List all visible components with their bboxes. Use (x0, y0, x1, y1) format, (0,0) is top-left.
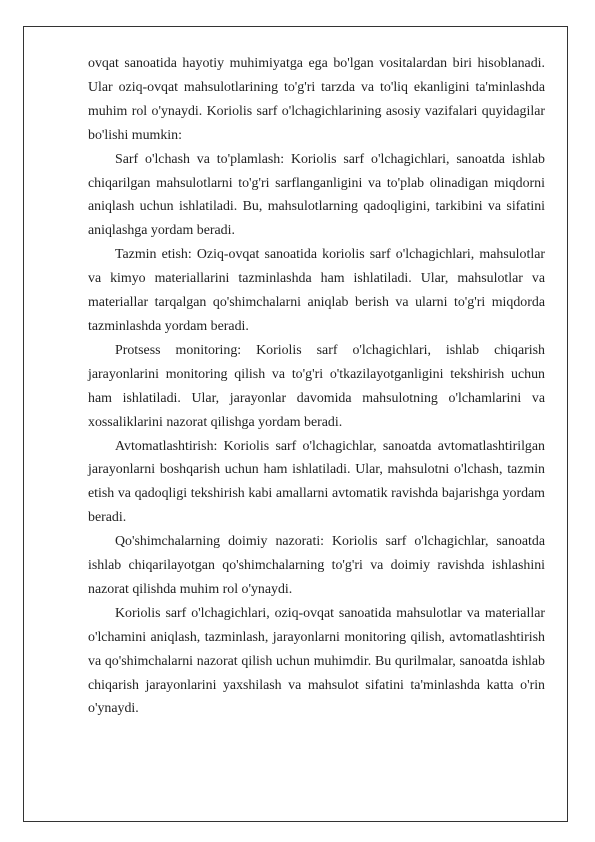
paragraph-tazmin-etish: Tazmin etish: Oziq-ovqat sanoatida koriolis sarf o'lchagichlari, mahsulotlar va kimyo materiallarini tazminlashda ham ishlatiladi. Ular, mahsulotlar va materiallar tarqalgan qo'shimchalarni aniqlab berish va ularni to'g'ri miqdorda tazminlashda yordam beradi. (88, 247, 545, 334)
paragraph-qoshimchalar-nazorati: Qo'shimchalarning doimiy nazorati: Koriolis sarf o'lchagichlar, sanoatda ishlab chiqarilayotgan qo'shimchalarning to'g'ri va doimiy ravishda ishlashini nazorat qilishda muhim rol o'ynaydi. (88, 534, 545, 597)
document-body (88, 52, 545, 721)
paragraph-avtomatlashtirish: Avtomatlashtirish: Koriolis sarf o'lchagichlar, sanoatda avtomatlashtirilgan jarayonlarni boshqarish uchun ham ishlatiladi. Ular, mahsulotni o'lchash, tazmin etish va qadoqligi tekshirish kabi amallarni avtomatik ravishda bajarishga yordam beradi. (88, 438, 545, 526)
paragraph-conclusion: Koriolis sarf o'lchagichlari, oziq-ovqat sanoatida mahsulotlar va materiallar o'lchamini aniqlash, tazminlash, jarayonlarni monitoring qilish, avtomatlashtirish va qo'shimchalarni nazorat qilish uchun muhimdir. Bu qurilmalar, sanoatda ishlab chiqarish jarayonlarini yaxshilash va mahsulot sifatini ta'minlashda katta o'rin o'ynaydi. (88, 605, 545, 717)
paragraph-intro: ovqat sanoatida hayotiy muhimiyatga ega bo'lgan vositalardan biri hisoblanadi. Ular oziq-ovqat mahsulotlarining to'g'ri tarzda va to'liq ekanligini ta'minlashda muhim rol o'ynaydi. Koriolis sarf o'lchagichlarining asosiy vazifalari quyidagilar bo'lishi mumkin: (88, 56, 545, 143)
paragraph-protsess-monitoring: Protsess monitoring: Koriolis sarf o'lchagichlari, ishlab chiqarish jarayonlarini monitoring qilish va to'g'ri o'tkazilayotganligini tekshirish uchun ham ishlatiladi. Ular, jarayonlar davomida mahsulotning o'lchamlarini va xossaliklarini nazorat qilishga yordam beradi. (88, 342, 545, 430)
paragraph-sarf-olchash: Sarf o'lchash va to'plamlash: Koriolis sarf o'lchagichlari, sanoatda ishlab chiqarilgan mahsulotlarni to'g'ri sarflanganligini va to'plab olinadigan miqdorni aniqlash uchun ishlatiladi. Bu, mahsulotlarning qadoqligini, tarkibini va sifatini aniqlashga yordam beradi. (88, 151, 545, 239)
